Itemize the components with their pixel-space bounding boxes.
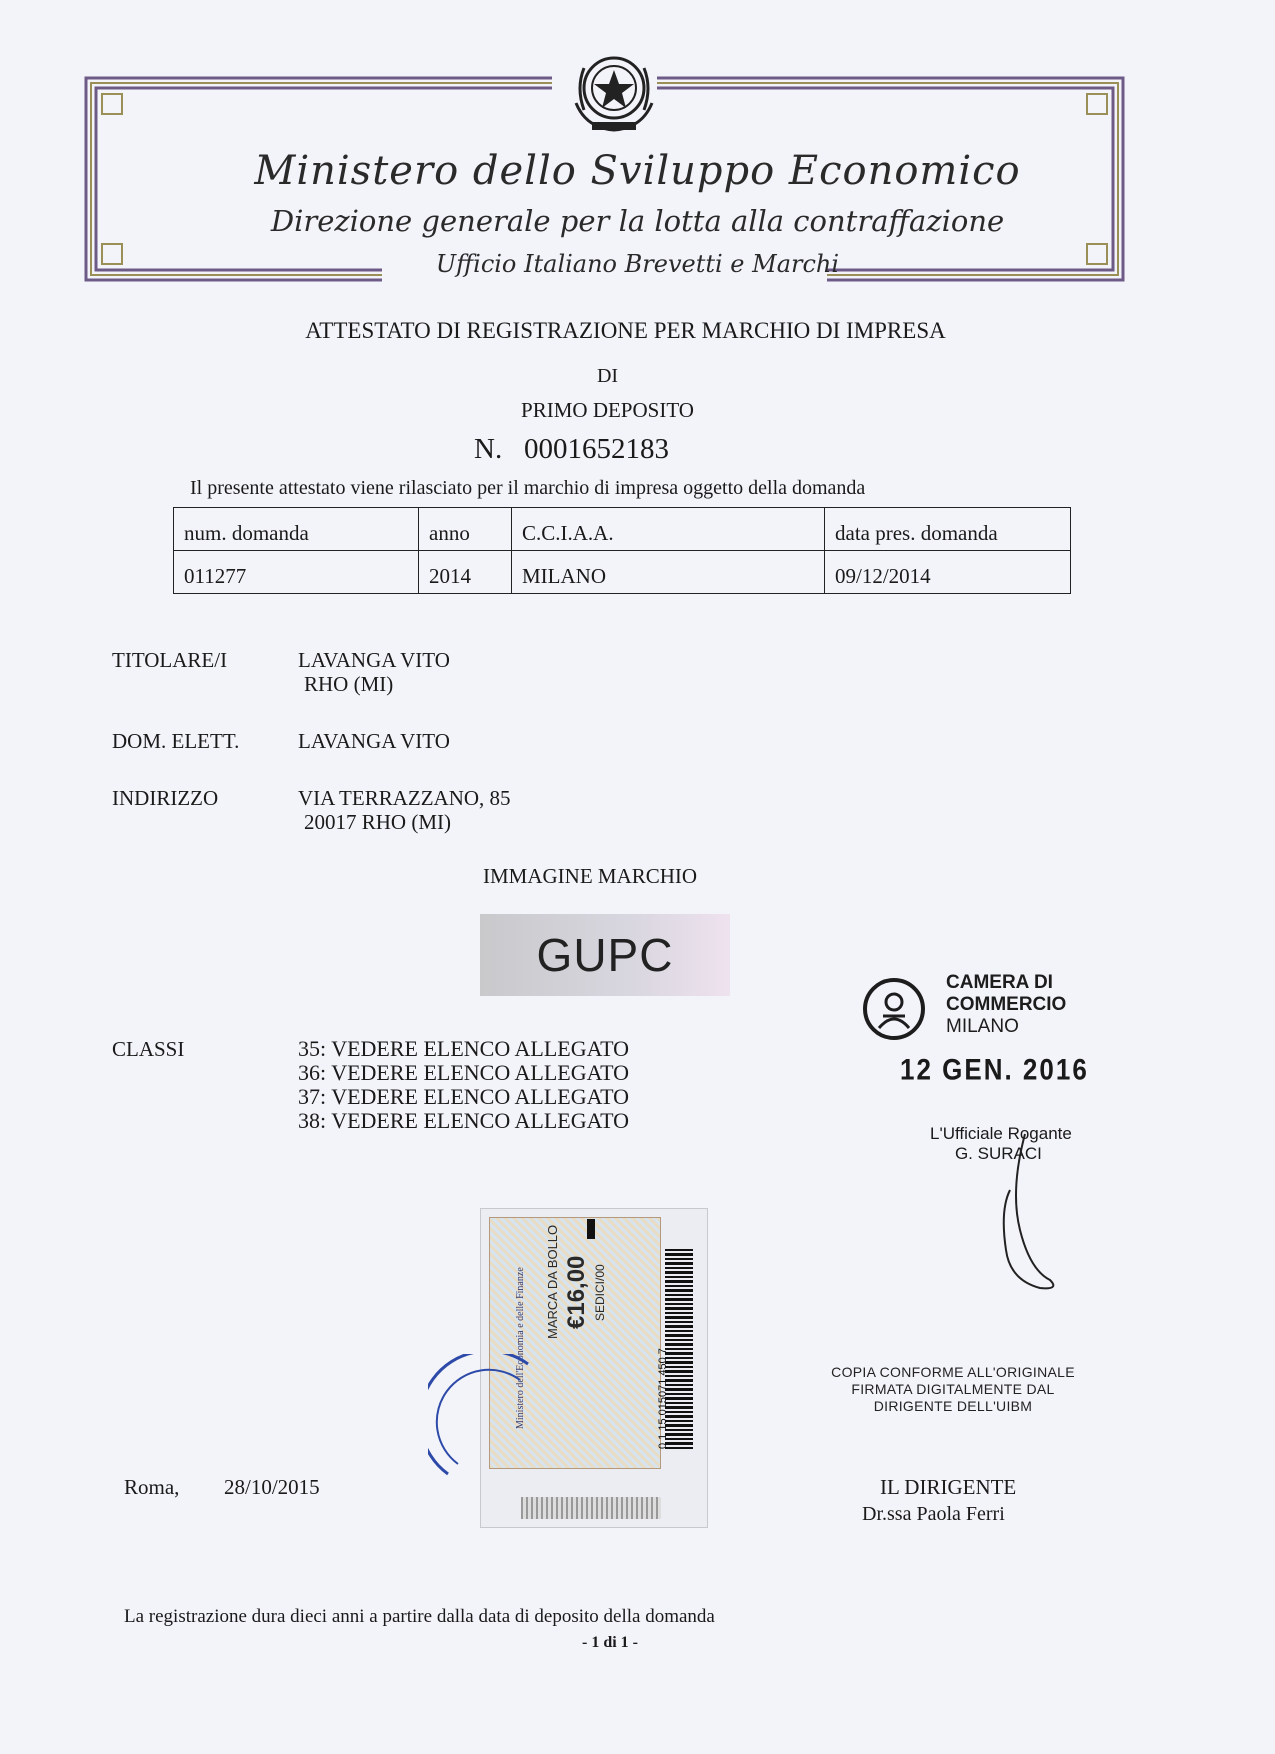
domicile-label: DOM. ELETT. [112,729,240,753]
signature-place: Roma, [124,1475,180,1499]
trademark-text: GUPC [536,929,674,981]
cell-num-domanda: 011277 [174,551,419,594]
address-line2: 20017 RHO (MI) [304,810,451,834]
cell-anno: 2014 [419,551,512,594]
revenue-stamp-sedici: SEDICI/00 [593,1264,607,1321]
officer-signature-icon [970,1130,1060,1310]
revenue-stamp-amount: €16,00 [563,1255,590,1329]
trademark-heading: IMMAGINE MARCHIO [483,864,698,888]
directorate-name: Direzione generale per la lotta alla contraffazione [270,204,1005,238]
director-name: Dr.ssa Paola Ferri [862,1503,1005,1525]
chamber-line1: CAMERA DI [946,972,1053,993]
number-prefix: N. [474,433,503,465]
office-name: Ufficio Italiano Brevetti e Marchi [435,250,840,278]
revenue-stamp-barcode [665,1249,693,1449]
address-label: INDIRIZZO [112,786,219,810]
class-item: 38: VEDERE ELENCO ALLEGATO [298,1108,629,1133]
copy-notice-line3: DIRIGENTE DELL'UIBM [873,1398,1033,1414]
class-item: 37: VEDERE ELENCO ALLEGATO [298,1084,629,1109]
emblem-icon [566,48,662,136]
chamber-stamp-date: 12 GEN. 2016 [900,1051,1089,1087]
footer-note: La registrazione dura dieci anni a partire dalla data di deposito della domanda [124,1606,715,1627]
chamber-line2: COMMERCIO [946,994,1067,1015]
officer-title: L'Ufficiale Rogante [930,1124,1072,1143]
classes-label: CLASSI [112,1037,185,1061]
holder-label: TITOLARE/I [112,648,228,672]
certificate-title: ATTESTATO DI REGISTRAZIONE PER MARCHIO DI IMPRESA [305,318,946,343]
chamber-round-stamp-icon [428,1354,548,1494]
holder-name: LAVANGA VITO [298,648,450,672]
certificate-number [474,433,669,466]
revenue-stamp-issuer: Ministero dell'Economia e delle Finanze [515,1267,526,1429]
trademark-image [480,914,730,996]
chamber-stamp-text [946,972,1066,1038]
revenue-stamp-hologram [521,1497,661,1519]
chamber-line3: MILANO [946,1016,1019,1037]
table-row [174,551,1071,594]
classes-list [298,1037,629,1133]
certificate-intro: Il presente attestato viene rilasciato per il marchio di impresa oggetto della domanda [190,477,866,499]
cell-cciaa: MILANO [512,551,825,594]
header-cciaa: C.C.I.A.A. [512,508,825,551]
signature-date: 28/10/2015 [224,1475,320,1499]
copy-notice [828,1364,1078,1415]
page-indicator: - 1 di 1 - [582,1634,638,1651]
revenue-stamp-title: MARCA DA BOLLO [545,1224,560,1339]
domicile-value: LAVANGA VITO [298,729,450,753]
copy-notice-line2: FIRMATA DIGITALMENTE DAL [851,1381,1055,1397]
application-table [173,507,1071,594]
revenue-stamp-barcode-number: 0 1 15 015071 450 7 [657,1348,669,1449]
header-anno: anno [419,508,512,551]
certificate-subtitle: PRIMO DEPOSITO [521,398,694,422]
director-title: IL DIRIGENTE [880,1475,1017,1499]
revenue-stamp-mark [587,1219,595,1239]
number-value: 0001652183 [523,433,669,465]
header-data-pres: data pres. domanda [825,508,1071,551]
certificate-di: DI [596,365,619,387]
cell-data-pres: 09/12/2014 [825,551,1071,594]
chamber-logo-icon [861,976,927,1042]
ministry-name: Ministero dello Sviluppo Economico [254,148,1021,194]
header-num-domanda: num. domanda [174,508,419,551]
address-line1: VIA TERRAZZANO, 85 [298,786,511,810]
copy-notice-line1: COPIA CONFORME ALL'ORIGINALE [831,1364,1075,1380]
holder-city: RHO (MI) [304,672,394,696]
officer-name: G. SURACI [954,1144,1042,1163]
class-item: 35: VEDERE ELENCO ALLEGATO [298,1036,629,1061]
class-item: 36: VEDERE ELENCO ALLEGATO [298,1060,629,1085]
table-header-row [174,508,1071,551]
